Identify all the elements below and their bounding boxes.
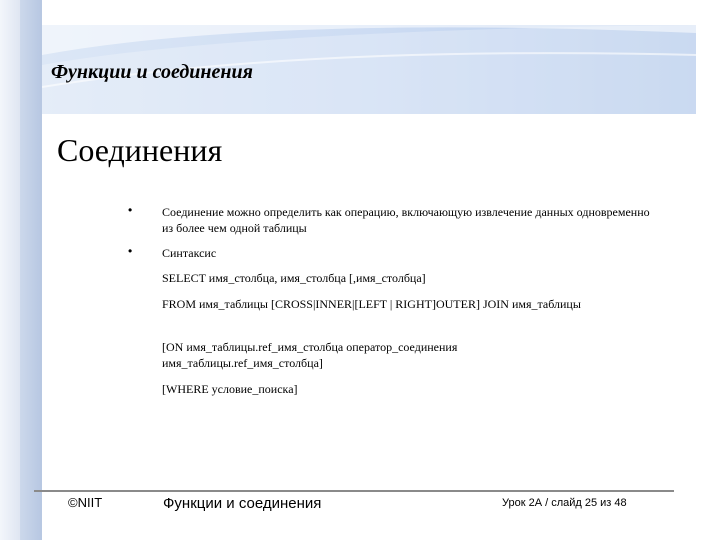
left-decor-stripe — [0, 0, 20, 540]
syntax-on-line: [ON имя_таблицы.ref_имя_столбца оператор_соединения имя_таблицы.ref_имя_столбца] — [162, 340, 458, 370]
footer-divider — [34, 490, 674, 492]
bullet-text-definition: Соединение можно определить как операцию, включающую извлечение данных одновременно из более чем одной таблицы — [162, 205, 650, 235]
left-decor-bar — [0, 0, 42, 540]
bullet-marker: • — [128, 203, 133, 217]
slide-header — [42, 25, 696, 114]
section-title: Соединения — [57, 132, 223, 168]
footer-slide-number: Урок 2А / слайд 25 из 48 — [502, 497, 627, 509]
bullet-marker: • — [128, 244, 133, 258]
syntax-from-line: FROM имя_таблицы [CROSS|INNER|[LEFT | RIGHT]OUTER] JOIN имя_таблицы — [162, 297, 581, 311]
bullet-text-syntax: Синтаксис — [162, 246, 217, 260]
header-title: Функции и соединения — [51, 61, 253, 83]
footer-topic: Функции и соединения — [163, 495, 322, 512]
footer-copyright: ©NIIT — [68, 495, 103, 510]
syntax-select-line: SELECT имя_столбца, имя_столбца [,имя_столбца] — [162, 271, 426, 285]
syntax-where-line: [WHERE условие_поиска] — [162, 382, 298, 396]
